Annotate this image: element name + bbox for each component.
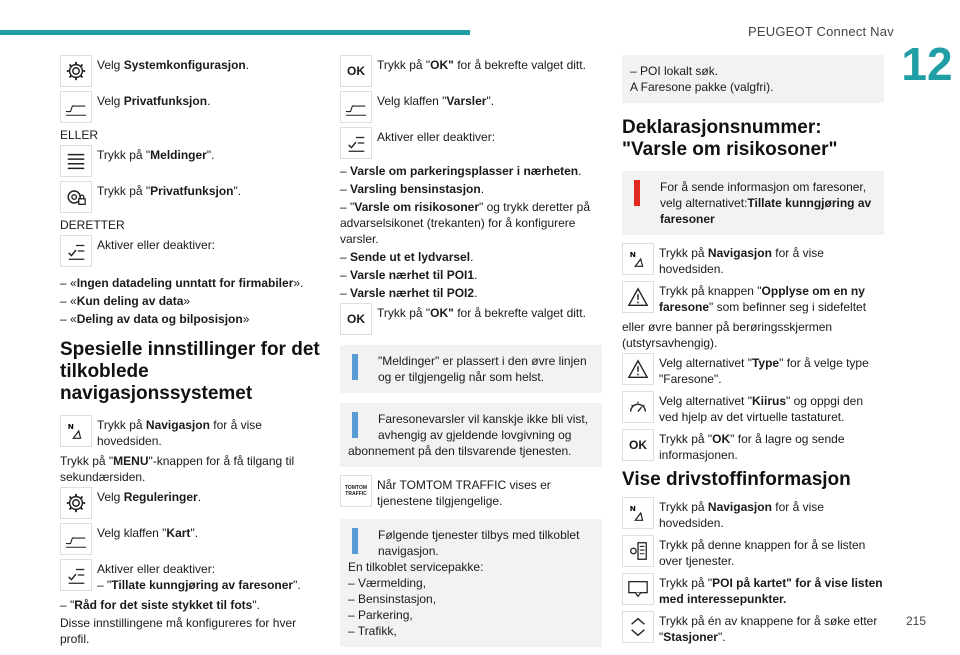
step-text: Velg alternativet "Kiirus" og oppgi den ved hjelp av det virtuelle tastaturet. (659, 394, 863, 424)
step-report-hazard (622, 281, 884, 315)
step-select-speed (622, 391, 884, 425)
step-text: Velg klaffen "Varsler". (377, 94, 495, 108)
step-text: Aktiver eller deaktiver: (97, 238, 216, 252)
step-press-ok (340, 55, 602, 87)
step-text: Velg alternativet "Type" for å velge type "Faresone". (659, 356, 869, 386)
info-note: Faresonevarsler vil kanskje ikke bli vist, avhengig av gjeldende lovgivning og abonnement på den tilsvarende tjenesten. (340, 403, 602, 467)
list-item: – Sende ut et lydvarsel. (340, 250, 474, 264)
step-text: Velg klaffen "Kart". (97, 526, 199, 540)
info-note: Følgende tjenester tilbys med tilkoblet navigasjon. En tilkoblet servicepakke: – Værmelding, – Bensinstasjon, – Parkering, – Trafikk, (340, 519, 602, 647)
step-text: Velg Systemkonfigurasjon. (97, 58, 250, 72)
step-poi-map (622, 573, 884, 607)
step-press-messages (60, 145, 322, 177)
navigation-arrow-icon (622, 243, 654, 275)
list-item: – Varsle nærhet til POI2. (340, 286, 478, 300)
step-select-private (60, 91, 322, 123)
section-heading: Deklarasjonsnummer: "Varsle om risikosoner" (622, 117, 838, 160)
step-text: Trykk på "OK" for å lagre og sende informasjonen. (659, 432, 845, 462)
step-select-system-config (60, 55, 322, 87)
paragraph: eller øvre banner på berøringsskjermen (utstyrsavhengig). (622, 320, 833, 350)
section-heading: Spesielle innstillinger for det tilkoblede navigasjonssystemet (60, 339, 320, 404)
step-text: Trykk på "Meldinger". (97, 148, 215, 162)
then-label: DERETTER (60, 218, 125, 232)
page-number: 215 (906, 614, 927, 628)
step-text: Trykk på én av knappene for å søke etter "Stasjoner". (659, 614, 878, 644)
svg-text:N: N (629, 250, 636, 260)
ok-button-icon: OK (340, 303, 372, 335)
step-press-ok (340, 303, 602, 335)
step-text: Trykk på "POI på kartet" for å vise listen med interessepunkter. (659, 576, 883, 606)
step-text: Når TOMTOM TRAFFIC vises er tjenestene tilgjengelige. (377, 478, 551, 508)
info-note-continued: – POI lokalt søk. A Faresone pakke (valgfri). (622, 55, 884, 103)
svg-text:N: N (67, 422, 74, 432)
paragraph: Disse innstillingene må konfigureres for hver profil. (60, 616, 297, 646)
toggle-check-icon (60, 559, 92, 591)
info-icon (352, 354, 358, 380)
speedometer-icon (622, 391, 654, 423)
step-tomtom (340, 475, 602, 509)
step-text: Trykk på "OK" for å bekrefte valget ditt. (377, 306, 586, 320)
info-icon (352, 412, 358, 438)
step-toggle (60, 235, 322, 267)
step-text: Trykk på "Privatfunksjon". (97, 184, 242, 198)
header-accent-bar (0, 30, 470, 35)
tab-lines-icon (340, 91, 372, 123)
navigation-arrow-icon (622, 497, 654, 529)
step-navigation (60, 415, 322, 449)
step-select-regulations (60, 487, 322, 519)
paragraph: Trykk på "MENU"-knappen for å få tilgang til sekundærsiden. (60, 454, 295, 484)
chevron-up-down-icon (622, 611, 654, 643)
step-press-ok (622, 429, 884, 463)
step-service-list (622, 535, 884, 569)
list-item: – «Ingen datadeling unntatt for firmabiler». (60, 276, 304, 290)
navigation-arrow-icon (60, 415, 92, 447)
svg-text:N: N (629, 504, 636, 514)
or-label: ELLER (60, 128, 99, 142)
step-text: Velg Reguleringer. (97, 490, 202, 504)
tomtom-traffic-logo: TOMTOM TRAFFIC (340, 475, 372, 507)
step-navigation (622, 497, 884, 531)
step-text: Trykk på knappen "Opplyse om en ny faresone" som befinner seg i sidefeltet (659, 284, 867, 314)
step-text: Velg Privatfunksjon. (97, 94, 211, 108)
step-text: Trykk på "OK" for å bekrefte valget ditt. (377, 58, 586, 72)
column-3 (622, 55, 884, 649)
exclamation-icon (634, 180, 640, 206)
step-text: Aktiver eller deaktiver: (377, 130, 496, 144)
ok-button-icon: OK (622, 429, 654, 461)
list-item: – Varsling bensinstasjon. (340, 182, 485, 196)
chapter-number: 12 (901, 38, 953, 90)
list-item: – Varsle om parkeringsplasser i nærheten. (340, 164, 582, 178)
list-view-icon (622, 535, 654, 567)
ok-button-icon: OK (340, 55, 372, 87)
toggle-check-icon (60, 235, 92, 267)
step-text: Trykk på Navigasjon for å vise hovedsiden. (659, 246, 824, 276)
menu-list-icon (60, 145, 92, 177)
info-note: "Meldinger" er plassert i den øvre linjen og er tilgjengelig når som helst. (340, 345, 602, 393)
list-item: – "Råd for det siste stykket til fots". (60, 598, 260, 612)
warning-triangle-icon (622, 281, 654, 313)
settings-gear-icon (60, 55, 92, 87)
toggle-check-icon (340, 127, 372, 159)
list-item: – "Varsle om risikosoner" og trykk deretter på advarselsikonet (trekanten) for å konfigurere varsler. (340, 200, 590, 246)
column-1 (60, 55, 322, 649)
warning-note: For å sende informasjon om faresoner, velg alternativet:Tillate kunngjøring av faresoner (622, 171, 884, 235)
list-item: – Varsle nærhet til POI1. (340, 268, 478, 282)
tab-lines-icon (60, 91, 92, 123)
step-text: Aktiver eller deaktiver: – "Tillate kunngjøring av faresoner". (97, 562, 301, 592)
step-toggle (60, 559, 322, 593)
warning-triangle-icon (622, 353, 654, 385)
list-item: – «Kun deling av data» (60, 294, 191, 308)
step-select-alerts-tab (340, 91, 602, 123)
document-title: PEUGEOT Connect Nav (748, 24, 894, 39)
tab-lines-icon (60, 523, 92, 555)
step-text: Trykk på denne knappen for å se listen over tjenester. (659, 538, 866, 568)
step-select-type (622, 353, 884, 387)
list-item: – «Deling av data og bilposisjon» (60, 312, 250, 326)
step-text: Trykk på Navigasjon for å vise hovedsiden. (659, 500, 824, 530)
step-press-private (60, 181, 322, 213)
step-select-map-tab (60, 523, 322, 555)
poi-map-icon (622, 573, 654, 605)
section-heading: Vise drivstoffinformasjon (622, 469, 851, 490)
step-toggle (340, 127, 602, 159)
step-text: Trykk på Navigasjon for å vise hovedsiden. (97, 418, 262, 448)
settings-gear-icon (60, 487, 92, 519)
info-icon (352, 528, 358, 554)
step-navigation (622, 243, 884, 277)
column-2 (340, 55, 602, 655)
privacy-gear-icon (60, 181, 92, 213)
